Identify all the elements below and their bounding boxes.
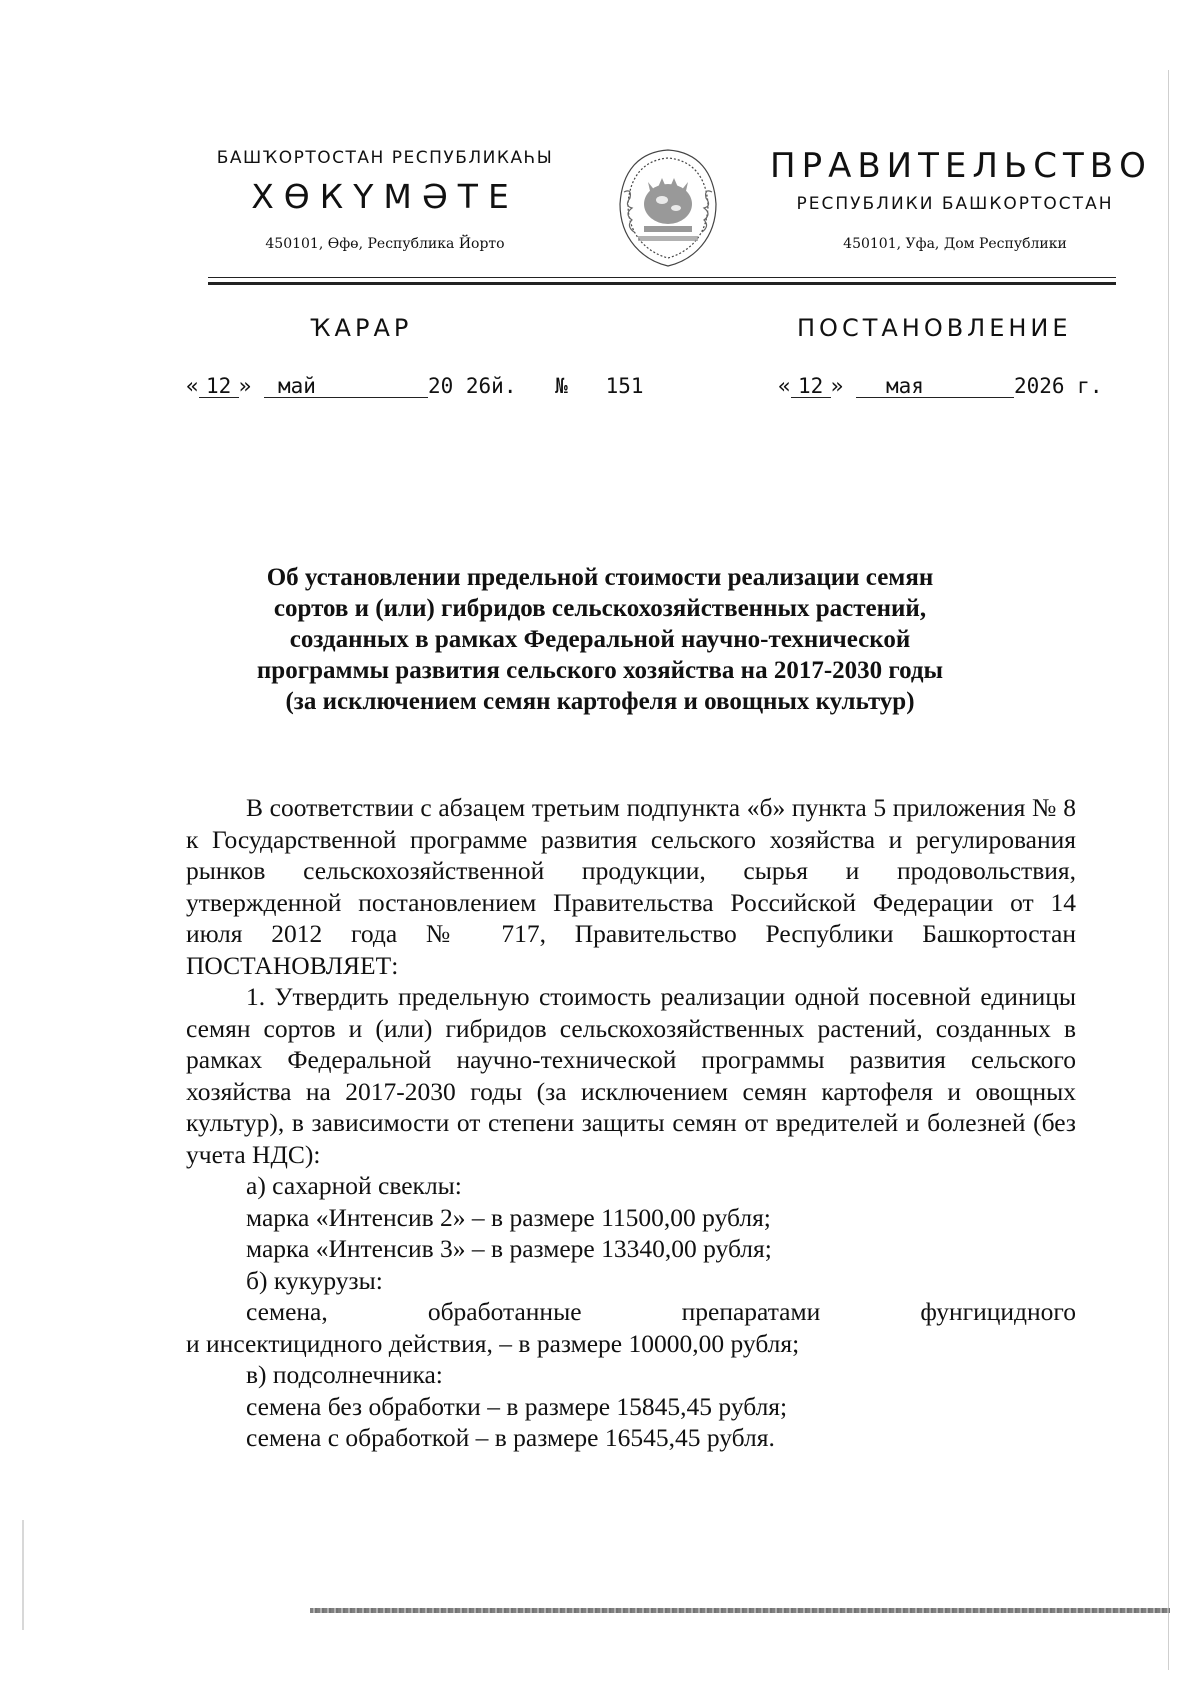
date-left	[186, 374, 516, 398]
document-number-value: 151	[605, 374, 644, 398]
document-body	[186, 792, 1076, 1454]
header-right-org: РЕСПУБЛИКИ БАШКОРТОСТАН	[796, 194, 1114, 214]
date-left-day: 12	[199, 375, 239, 398]
clause-b-heading: б) кукурузы:	[246, 1265, 383, 1295]
header-left-address: 450101, Өфө, Республика Йорто	[265, 236, 505, 252]
scan-page-edge-left	[22, 1520, 24, 1630]
date-right-month: мая	[856, 375, 1014, 398]
date-right-open-quote: «	[778, 374, 791, 398]
date-left-month: май	[264, 375, 428, 398]
clause-a-item: марка «Интенсив 2» – в размере 11500,00 рубля;	[246, 1202, 771, 1232]
header-left-org: БАШҠОРТОСТАН РЕСПУБЛИКАҺЫ	[216, 148, 554, 168]
title-line: (за исключением семян картофеля и овощных культур)	[285, 688, 915, 715]
clause-c-heading: в) подсолнечника:	[246, 1360, 443, 1389]
scan-artifact-bottom-line	[310, 1608, 1170, 1613]
title-line: сортов и (или) гибридов сельскохозяйственных растений,	[273, 595, 927, 622]
header-right-gov: ПРАВИТЕЛЬСТВО	[770, 146, 1152, 186]
clause-b-item-start: семена, обработанные препаратами фунгицидного	[246, 1297, 1076, 1326]
doc-type-right: ПОСТАНОВЛЕНИЕ	[797, 314, 1072, 342]
clause-c-item: семена без обработки – в размере 15845,45 рубля;	[246, 1391, 788, 1421]
title-line: созданных в рамках Федеральной научно-технической	[289, 626, 911, 653]
scan-page-edge-right	[1168, 70, 1169, 1670]
header-divider-thin	[208, 277, 1116, 278]
date-left-open-quote: «	[186, 374, 199, 398]
clause-c-item: семена с обработкой – в размере 16545,45 рубля.	[246, 1423, 775, 1452]
header-left-gov: ХӨКҮМӘТЕ	[251, 177, 519, 216]
clause-a-heading: а) сахарной свеклы:	[246, 1171, 462, 1200]
document-title	[170, 562, 1030, 717]
title-line: программы развития сельского хозяйства на 2017-2030 годы	[256, 657, 944, 684]
doc-type-left: ҠАРАР	[310, 314, 413, 342]
date-right	[778, 374, 1102, 398]
clause-b-item-end: и инсектицидного действия, – в размере 10000,00 рубля;	[186, 1328, 800, 1358]
header-divider-thick	[208, 282, 1116, 285]
date-right-close-quote: »	[830, 374, 844, 398]
document-number-sign: №	[555, 374, 568, 398]
date-left-close-quote: »	[238, 374, 252, 398]
date-right-day: 12	[791, 375, 831, 398]
date-right-year: 2026 г.	[1013, 374, 1103, 398]
coat-of-arms-icon	[608, 142, 728, 272]
date-left-year: 20 26й.	[427, 374, 517, 398]
header-right-address: 450101, Уфа, Дом Республики	[843, 236, 1067, 252]
title-line: Об установлении предельной стоимости реализации семян	[266, 564, 934, 591]
preamble-paragraph: В соответствии с абзацем третьим подпункта «б» пункта 5 приложения № 8 к Государственной программе развития сельского хозяйства и регулирования рынков сельскохозяйственной продукции, сырья и продовольствия, утвержденной постановлением Правительства Российской Федерации от 14 июля 2012 года № 717, Правительство Республики Башкортостан ПОСТАНОВЛЯЕТ:	[186, 793, 1076, 980]
clause-a-item: марка «Интенсив 3» – в размере 13340,00 рубля;	[246, 1234, 772, 1263]
document-number	[555, 374, 644, 398]
clause-1-paragraph: 1. Утвердить предельную стоимость реализации одной посевной единицы семян сортов и (или) гибридов сельскохозяйственных растений, созданных в рамках Федеральной научно-технической программы развития сельского хозяйства на 2017-2030 годы (за исключением семян картофеля и овощных культур), в зависимости от степени защиты семян от вредителей и болезней (без учета НДС):	[186, 982, 1076, 1169]
